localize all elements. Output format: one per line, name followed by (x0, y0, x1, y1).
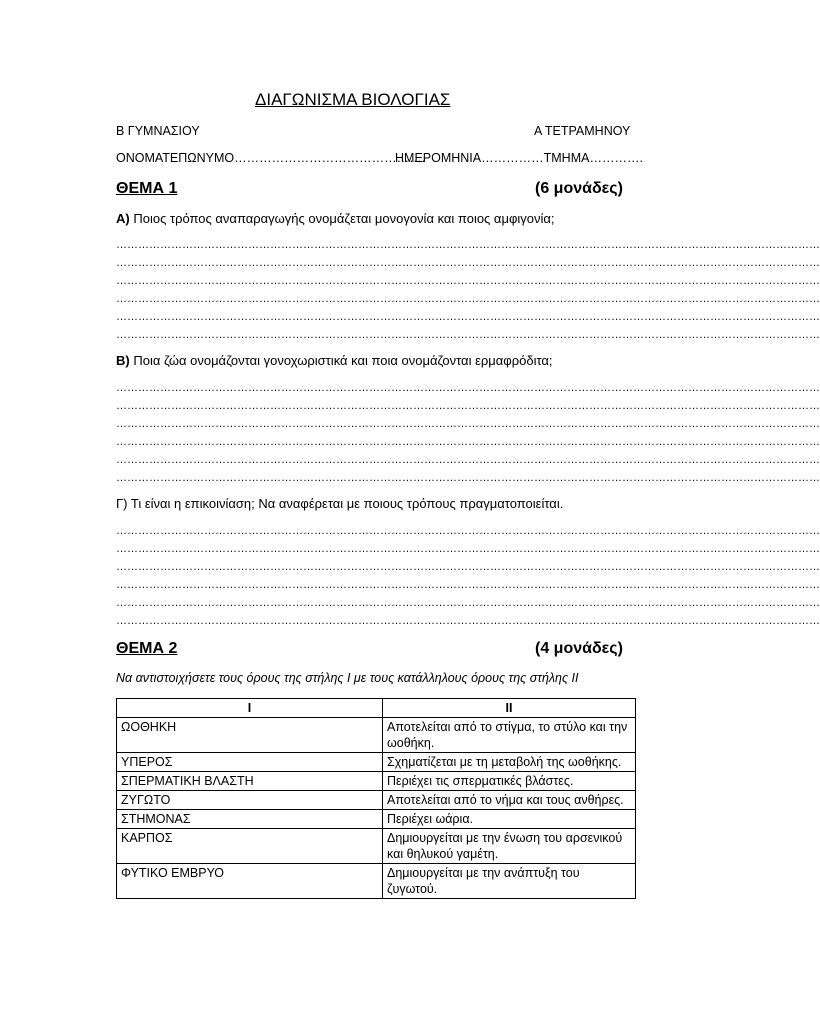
answer-line: ………………………………………………………………………………………………………………………………………………………………………… (116, 454, 820, 466)
answer-line: ………………………………………………………………………………………………………………………………………………………………………… (116, 311, 820, 323)
description-cell: Σχηματίζεται με τη μεταβολή της ωοθήκης. (383, 753, 636, 772)
question-a (116, 211, 555, 226)
term-label: Α ΤΕΤΡΑΜΗΝΟΥ (534, 124, 631, 138)
table-row (117, 753, 636, 772)
question-b-text: Ποια ζώα ονομάζονται γονοχωριστικά και ποια ονομάζονται ερμαφρόδιτα; (129, 353, 553, 368)
answer-line: ………………………………………………………………………………………………………………………………………………………………………… (116, 579, 820, 591)
term-cell: ΦΥΤΙΚΟ ΕΜΒΡΥΟ (117, 864, 383, 899)
answer-line: ………………………………………………………………………………………………………………………………………………………………………… (116, 257, 820, 269)
answer-line: ………………………………………………………………………………………………………………………………………………………………………… (116, 472, 820, 484)
description-cell: Αποτελείται από το στίγμα, το στύλο και την ωοθήκη. (383, 718, 636, 753)
answer-line: ………………………………………………………………………………………………………………………………………………………………………… (116, 329, 820, 341)
description-cell: Δημιουργείται με την ένωση του αρσενικού και θηλυκού γαμέτη. (383, 829, 636, 864)
description-cell: Δημιουργείται με την ανάπτυξη του ζυγωτού. (383, 864, 636, 899)
answer-line: ………………………………………………………………………………………………………………………………………………………………………… (116, 400, 820, 412)
answer-line: ………………………………………………………………………………………………………………………………………………………………………… (116, 561, 820, 573)
answer-line: ………………………………………………………………………………………………………………………………………………………………………… (116, 525, 820, 537)
table-row (117, 810, 636, 829)
page-title: ΔΙΑΓΩΝΙΣΜΑ ΒΙΟΛΟΓΙΑΣ (255, 90, 451, 109)
question-a-prefix: Α) (116, 211, 130, 226)
answer-line: ………………………………………………………………………………………………………………………………………………………………………… (116, 275, 820, 287)
table-row (117, 791, 636, 810)
term-cell: ΩΟΘΗΚΗ (117, 718, 383, 753)
description-cell: Αποτελείται από το νήμα και τους ανθήρες. (383, 791, 636, 810)
answer-line: ………………………………………………………………………………………………………………………………………………………………………… (116, 239, 820, 251)
table-row (117, 718, 636, 753)
answer-line: ………………………………………………………………………………………………………………………………………………………………………… (116, 543, 820, 555)
matching-instruction: Να αντιστοιχήσετε τους όρους της στήλης Ι με τους κατάλληλους όρους της στήλης ΙΙ (116, 671, 579, 685)
answer-line: ………………………………………………………………………………………………………………………………………………………………………… (116, 615, 820, 627)
description-cell: Περιέχει ωάρια. (383, 810, 636, 829)
answer-line: ………………………………………………………………………………………………………………………………………………………………………… (116, 436, 820, 448)
name-field: ΟΝΟΜΑΤΕΠΩΝΥΜΟ………………………………………. (116, 151, 426, 165)
table-row (117, 772, 636, 791)
term-cell: ΣΤΗΜΟΝΑΣ (117, 810, 383, 829)
term-cell: ΣΠΕΡΜΑΤΙΚΗ ΒΛΑΣΤΗ (117, 772, 383, 791)
column-header-ii: ΙΙ (383, 699, 636, 718)
answer-line: ………………………………………………………………………………………………………………………………………………………………………… (116, 293, 820, 305)
theme2-label: ΘΕΜΑ 2 (116, 640, 178, 657)
question-c: Γ) Τι είναι η επικοινίαση; Να αναφέρεται με ποιους τρόπους πραγματοποιείται. (116, 496, 564, 511)
answer-line: ………………………………………………………………………………………………………………………………………………………………………… (116, 418, 820, 430)
date-section-field: ΗΜΕΡΟΜΗΝΙΑ……………ΤΜΗΜΑ…………. (395, 151, 643, 165)
table-row (117, 829, 636, 864)
table-header-row (117, 699, 636, 718)
theme1-points: (6 μονάδες) (535, 180, 623, 197)
matching-table (116, 698, 636, 899)
question-a-text: Ποιος τρόπος αναπαραγωγής ονομάζεται μονογονία και ποιος αμφιγονία; (129, 211, 555, 226)
question-b (116, 353, 553, 368)
table-row (117, 864, 636, 899)
column-header-i: Ι (117, 699, 383, 718)
description-cell: Περιέχει τις σπερματικές βλάστες. (383, 772, 636, 791)
term-cell: ΖΥΓΩΤΟ (117, 791, 383, 810)
term-cell: ΚΑΡΠΟΣ (117, 829, 383, 864)
answer-line: ………………………………………………………………………………………………………………………………………………………………………… (116, 382, 820, 394)
class-label: Β ΓΥΜΝΑΣΙΟΥ (116, 124, 200, 138)
question-b-prefix: Β) (116, 353, 130, 368)
theme2-points: (4 μονάδες) (535, 640, 623, 657)
term-cell: ΥΠΕΡΟΣ (117, 753, 383, 772)
answer-line: ………………………………………………………………………………………………………………………………………………………………………… (116, 597, 820, 609)
theme1-label: ΘΕΜΑ 1 (116, 180, 178, 197)
